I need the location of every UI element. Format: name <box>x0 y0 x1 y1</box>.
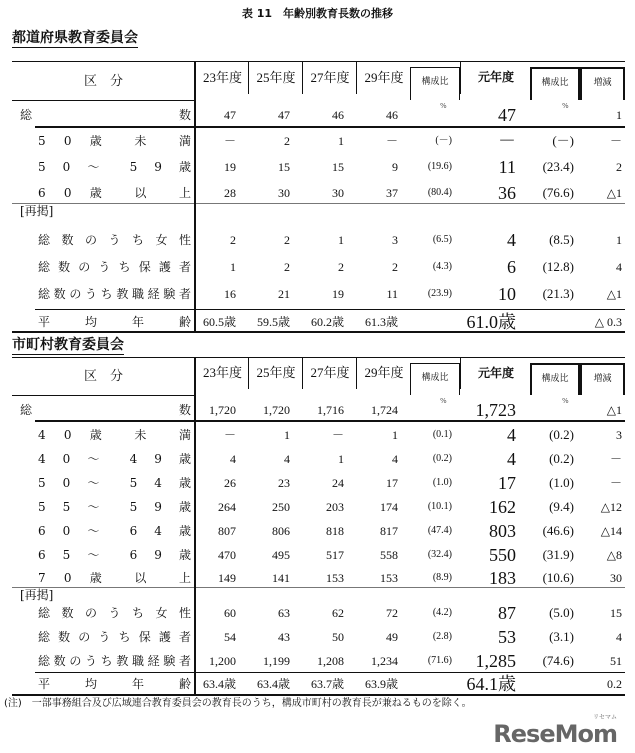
cell-y29: 72 <box>386 606 398 620</box>
cell-y29: 63.9歳 <box>364 677 398 691</box>
cell-y27: 153 <box>326 571 344 585</box>
header-y25: 25年度 <box>248 61 303 94</box>
cell-r1: 162 <box>489 497 516 517</box>
cell-ratio: (4.3) <box>432 261 452 272</box>
cell-ratio: (8.9) <box>432 572 452 583</box>
cell-r1: 183 <box>489 568 516 588</box>
row-label: 平 均 年 齢 <box>38 315 191 329</box>
cell-y23: 1,720 <box>209 403 236 417</box>
cell-change: － <box>609 476 622 490</box>
cell-y25: 47 <box>278 108 290 122</box>
cell-y29: 61.3歳 <box>364 315 398 329</box>
cell-y25: 2 <box>284 233 290 247</box>
row-label: 平 均 年 齢 <box>38 677 191 691</box>
cell-y27: 517 <box>326 548 344 562</box>
cell-ratio: (－) <box>435 135 452 146</box>
cell-ratio2: (12.8) <box>542 259 574 274</box>
cell-ratio: (6.5) <box>432 234 452 245</box>
cell-y29: 1,724 <box>371 403 398 417</box>
cell-change: △12 <box>600 500 622 514</box>
cell-y27: 1 <box>338 233 344 247</box>
cell-ratio2: (8.5) <box>549 232 574 247</box>
cell-r1: － <box>498 131 516 151</box>
cell-ratio: (1.0) <box>432 477 452 488</box>
cell-y23: 54 <box>224 630 236 644</box>
cell-y27: 2 <box>338 260 344 274</box>
cell-ratio2: (5.0) <box>549 605 574 620</box>
cell-y25: 2 <box>284 134 290 148</box>
cell-ratio2: (0.2) <box>549 451 574 466</box>
cell-ratio2: (23.4) <box>542 159 574 174</box>
cell-y23: － <box>223 134 236 148</box>
cell-y25: 63 <box>278 606 290 620</box>
cell-y25: 15 <box>278 160 290 174</box>
cell-r1: 17 <box>498 473 516 493</box>
cell-y25: 1,720 <box>263 403 290 417</box>
average-row-border <box>35 309 625 310</box>
cell-r1: 87 <box>498 603 516 623</box>
cell-change: △ 0.3 <box>594 315 622 329</box>
cell-change: 30 <box>610 571 622 585</box>
cell-r1: 61.0歳 <box>466 312 516 332</box>
cell-y27: 1,716 <box>317 403 344 417</box>
cell-y29: 817 <box>380 524 398 538</box>
cell-y27: 62 <box>332 606 344 620</box>
header-y23: 23年度 <box>195 357 249 389</box>
section-heading: 市町村教育委員会 <box>12 337 124 353</box>
table-bottom-border <box>12 694 625 696</box>
row-label: 4 0 歳 未 満 <box>38 428 191 442</box>
header-y23: 23年度 <box>195 61 249 94</box>
repeat-label: [再掲] <box>20 204 54 218</box>
cell-change: 4 <box>616 630 622 644</box>
cell-y23: 2 <box>230 233 236 247</box>
cell-change: 3 <box>616 428 622 442</box>
cell-y25: 30 <box>278 186 290 200</box>
cell-r1: 11 <box>498 157 516 177</box>
row-label: 総 数 の う ち 保 護 者 <box>38 630 191 644</box>
cell-ratio: (2.8) <box>432 631 452 642</box>
header-bottom-border <box>12 395 195 396</box>
cell-y25: 59.5歳 <box>256 315 290 329</box>
cell-change: △1 <box>606 403 622 417</box>
footnote: (注) 一部事務組合及び広域連合教育委員会の教育長のうち，構成市町村の教育長が兼ねるものを除く。 <box>4 698 472 709</box>
cell-y29: 3 <box>392 233 398 247</box>
header-y27: 27年度 <box>302 61 357 94</box>
row-label: 5 0 ～ 5 9 歳 <box>38 160 191 174</box>
cell-y27: 63.7歳 <box>310 677 344 691</box>
cell-y23: 28 <box>224 186 236 200</box>
cell-y23: 470 <box>218 548 236 562</box>
header-ratio: 構成比 <box>410 67 460 100</box>
row-label: 総 数 <box>20 108 191 122</box>
cell-change: △1 <box>606 287 622 301</box>
header-ratio: 構成比 <box>410 363 460 395</box>
cell-r1: 10 <box>498 284 516 304</box>
row-label: 5 0 ～ 5 4 歳 <box>38 476 191 490</box>
total-row-border <box>35 420 625 422</box>
row-label: 6 0 歳 以 上 <box>38 186 191 200</box>
cell-y23: － <box>223 428 236 442</box>
cell-r1: 1,723 <box>475 400 516 420</box>
cell-r1: 36 <box>498 183 516 203</box>
cell-y25: 1 <box>284 428 290 442</box>
row-label: 総 数 の う ち 女 性 <box>38 233 191 247</box>
cell-y25: 806 <box>272 524 290 538</box>
cell-ratio: (0.1) <box>432 429 452 440</box>
cell-ratio: (19.6) <box>427 161 452 172</box>
cell-y27: － <box>331 428 344 442</box>
row-label: 6 5 ～ 6 9 歳 <box>38 548 191 562</box>
header-change: 増減 <box>580 67 625 100</box>
cell-y29: 17 <box>386 476 398 490</box>
cell-y29: 1 <box>392 428 398 442</box>
cell-y29: 558 <box>380 548 398 562</box>
cell-y29: 4 <box>392 452 398 466</box>
percent-unit: % <box>562 397 569 405</box>
percent-unit: % <box>440 397 447 405</box>
header-y29: 29年度 <box>356 61 411 94</box>
row-label: 6 0 ～ 6 4 歳 <box>38 524 191 538</box>
cell-ratio2: (9.4) <box>549 499 574 514</box>
cell-ratio2: (46.6) <box>542 523 574 538</box>
cell-y25: 63.4歳 <box>256 677 290 691</box>
cell-ratio: (4.2) <box>432 607 452 618</box>
cell-ratio: (0.2) <box>432 453 452 464</box>
cell-y23: 1 <box>230 260 236 274</box>
cell-change: － <box>609 452 622 466</box>
cell-y25: 1,199 <box>263 654 290 668</box>
cell-y25: 4 <box>284 452 290 466</box>
cell-y29: － <box>385 134 398 148</box>
cell-y29: 37 <box>386 186 398 200</box>
cell-r1: 1,285 <box>475 651 516 671</box>
cell-r1: 47 <box>498 105 516 125</box>
cell-y29: 2 <box>392 260 398 274</box>
cell-ratio: (47.4) <box>427 525 452 536</box>
header-ratio2: 構成比 <box>530 67 580 100</box>
cell-y23: 19 <box>224 160 236 174</box>
cell-y27: 1,208 <box>317 654 344 668</box>
header-y27: 27年度 <box>302 357 357 389</box>
percent-unit: % <box>440 102 447 110</box>
header-bottom-border <box>12 100 195 101</box>
cell-y27: 19 <box>332 287 344 301</box>
row-label: 総数のうち教職経験者 <box>38 287 191 301</box>
cell-change: 51 <box>610 654 622 668</box>
row-label: 5 5 ～ 5 9 歳 <box>38 500 191 514</box>
cell-change: 2 <box>616 160 622 174</box>
cell-y25: 43 <box>278 630 290 644</box>
cell-y25: 250 <box>272 500 290 514</box>
cell-change: 0.2 <box>607 677 622 691</box>
cell-r1: 4 <box>507 230 516 250</box>
cell-r1: 4 <box>507 425 516 445</box>
cell-y29: 174 <box>380 500 398 514</box>
cell-change: 1 <box>616 108 622 122</box>
row-label: 4 0 ～ 4 9 歳 <box>38 452 191 466</box>
cell-y25: 495 <box>272 548 290 562</box>
cell-y23: 60 <box>224 606 236 620</box>
header-change: 増減 <box>580 363 625 395</box>
cell-r1: 53 <box>498 627 516 647</box>
cell-r1: 803 <box>489 521 516 541</box>
header-category: 区 分 <box>83 73 123 88</box>
cell-ratio2: (1.0) <box>549 475 574 490</box>
cell-change: 15 <box>610 606 622 620</box>
row-label: 総 数 の う ち 保 護 者 <box>38 260 191 274</box>
cell-ratio: (71.6) <box>427 655 452 666</box>
cell-ratio: (80.4) <box>427 187 452 198</box>
cell-y23: 60.5歳 <box>202 315 236 329</box>
cell-ratio2: (3.1) <box>549 629 574 644</box>
cell-ratio2: (74.6) <box>542 653 574 668</box>
cell-y29: 153 <box>380 571 398 585</box>
row-label: 5 0 歳 未 満 <box>38 134 191 148</box>
cell-y29: 46 <box>386 108 398 122</box>
row-label: 総 数 <box>20 403 191 417</box>
document-title: 表 11 年齢別教育長数の推移 <box>241 7 394 20</box>
cell-change: △1 <box>606 186 622 200</box>
cell-ratio2: (0.2) <box>549 427 574 442</box>
cell-y23: 16 <box>224 287 236 301</box>
cell-y27: 46 <box>332 108 344 122</box>
cell-change: △14 <box>600 524 622 538</box>
cell-change: 4 <box>616 260 622 274</box>
cell-y27: 60.2歳 <box>310 315 344 329</box>
cell-y29: 1,234 <box>371 654 398 668</box>
header-r1: 元年度 <box>460 357 531 389</box>
cell-ratio2: (－) <box>552 133 574 148</box>
repeat-label: [再掲] <box>20 588 54 602</box>
cell-y25: 141 <box>272 571 290 585</box>
cell-y29: 11 <box>386 287 398 301</box>
category-divider <box>194 357 196 694</box>
cell-y25: 2 <box>284 260 290 274</box>
cell-y27: 818 <box>326 524 344 538</box>
cell-y27: 24 <box>332 476 344 490</box>
total-row-border <box>35 126 625 128</box>
header-ratio2: 構成比 <box>530 363 580 395</box>
cell-y27: 30 <box>332 186 344 200</box>
cell-y23: 1,200 <box>209 654 236 668</box>
section-heading: 都道府県教育委員会 <box>12 30 138 46</box>
row-label: 総 数 の う ち 女 性 <box>38 606 191 620</box>
row-label: 7 0 歳 以 上 <box>38 571 191 585</box>
cell-y23: 149 <box>218 571 236 585</box>
cell-change: △8 <box>606 548 622 562</box>
cell-y23: 47 <box>224 108 236 122</box>
header-category: 区 分 <box>83 368 123 383</box>
cell-ratio2: (10.6) <box>542 570 574 585</box>
cell-r1: 6 <box>507 257 516 277</box>
cell-y25: 21 <box>278 287 290 301</box>
cell-y27: 203 <box>326 500 344 514</box>
cell-change: 1 <box>616 233 622 247</box>
cell-r1: 4 <box>507 449 516 469</box>
cell-y23: 264 <box>218 500 236 514</box>
category-divider <box>194 61 196 331</box>
cell-y27: 1 <box>338 452 344 466</box>
cell-ratio: (10.1) <box>427 501 452 512</box>
cell-y27: 50 <box>332 630 344 644</box>
cell-ratio2: (21.3) <box>542 286 574 301</box>
cell-y23: 4 <box>230 452 236 466</box>
cell-y27: 1 <box>338 134 344 148</box>
cell-ratio2: (76.6) <box>542 185 574 200</box>
header-y29: 29年度 <box>356 357 411 389</box>
cell-y29: 9 <box>392 160 398 174</box>
percent-unit: % <box>562 102 569 110</box>
cell-ratio: (23.9) <box>427 288 452 299</box>
cell-change: － <box>609 134 622 148</box>
row-label: 総数のうち教職経験者 <box>38 654 191 668</box>
cell-y23: 63.4歳 <box>202 677 236 691</box>
header-r1: 元年度 <box>460 61 531 94</box>
cell-y25: 23 <box>278 476 290 490</box>
cell-y29: 49 <box>386 630 398 644</box>
cell-r1: 64.1歳 <box>466 674 516 694</box>
header-y25: 25年度 <box>248 357 303 389</box>
logo-text: ReseMom <box>493 720 617 748</box>
average-row-border <box>35 672 625 673</box>
logo-subtext: リセマム <box>593 714 617 721</box>
cell-ratio: (32.4) <box>427 549 452 560</box>
cell-y27: 15 <box>332 160 344 174</box>
cell-y23: 26 <box>224 476 236 490</box>
cell-ratio2: (31.9) <box>542 547 574 562</box>
resemom-logo <box>493 714 617 747</box>
cell-r1: 550 <box>489 545 516 565</box>
cell-y23: 807 <box>218 524 236 538</box>
